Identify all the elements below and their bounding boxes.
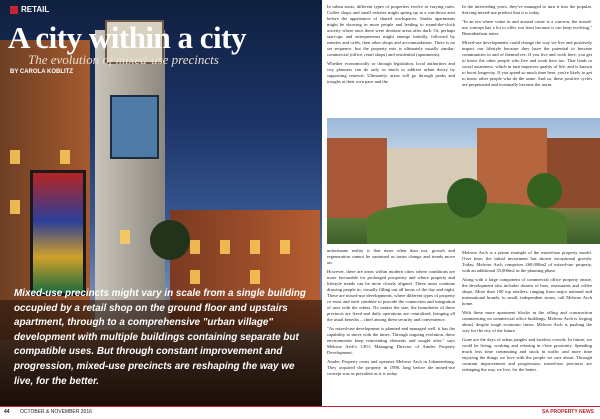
paragraph: "As mixed-use development is planned and managed well, it has the capability to move with the times. Through ongoing evolution, these environments keep reinventing elements and sought after," says Melrose Arch's CEO, Managing Director of Amdec Property Development. [327,326,455,355]
photo-window [120,230,130,244]
text-column-3 [327,248,455,380]
photo-tree [527,173,562,208]
text-column-4 [462,250,592,376]
page-number: 44 [4,409,10,415]
pull-quote: Mixed-use precincts might vary in scale from a single building occupied by a retail shop on the ground floor and upstairs apartment, through to a comprehensive "urban village" development with multiple buildings containing separate but compatible uses. But through constant improvement and progression, mixed-use precincts are reshaping the way we live, for the better. [14,288,306,387]
photo-window [190,270,200,284]
footer-rule [0,406,600,407]
paragraph: With these more apartment blocks in the offing and construction commencing on commercial office buildings, Melrose Arch is forging ahead, despite tough economic times. Melrose Arch is pushing the way for the city of the future. [462,310,592,333]
photo-building [327,138,387,218]
photo-window [10,150,20,164]
photo-window [250,240,260,254]
paragraph: Whether economically or through legislation, local authorities and city planners can do only so much to address urban decay by supporting renewal. Ultimately, areas will go through peaks and troughs at their own pace and the [327,61,455,84]
headline: A city within a city [8,20,246,55]
paragraph: "In an era where crime in and around crime is a concern, the mixed-use concept has a lot to offer, not least because it can keep evolving," Bezuidenhout notes. [462,19,592,36]
photo-window [60,150,70,164]
paragraph: In urban areas, different types of properties evolve at varying rates. Coffee shops and small eateries might spring up in a run-down area before the appearance of shared workspaces. Studio apartments might be showing in more people and leading to round-the-clock activity where once there were desolate areas after dark. Or, perhaps start-ups and entrepreneurs might emerge initially, followed by eateries and cafés, then other shops and accommodation. There is no set sequence, but the property mix is ultimately usually similar: commercial (office, retail shops) and residential (apartments). [327,4,455,57]
photo-window [10,200,20,214]
paragraph: Along with a large component of commercial office property onsite, the development also includes dozens of bars, restaurants and coffee shops. More than 100 top retailers, ranging from major national and international brands, to small, independent stores, call Melrose Arch home. [462,277,592,306]
paragraph: However, there are areas within modern cities where conditions are more favourable for prolonged prosperity and where property and lifestyle trends can be more closely aligned. These areas continue drawing people in, visually filling out all hours of the day and night. These are mixed-use developments, where different types of property co-exist and each combine to provide the connection and integration of uses with the others. No matter the size, the boundaries of these precincts are fixed and daily operations are centralised, bringing all the usual benefits – chief among them security and convenience. [327,269,455,322]
text-column-1 [327,4,455,88]
paragraph: Amdec Property owns and operates Melrose Arch in Johannesburg. They acquired the property in 1998, long before the mixed-use concept was as prevalent as it is today. [327,359,455,376]
paragraph: unfortunate reality is that more often than not, growth and regeneration cannot be sustained as tastes change and trends move on. [327,248,455,265]
photo-tree [150,220,190,260]
photo-window [220,240,230,254]
magazine-name: SA PROPERTY NEWS [542,409,594,415]
section-marker-icon [10,6,18,14]
photo-window [190,240,200,254]
byline: BY CAROLA KOBLITZ [10,69,73,75]
text-column-2 [462,4,592,91]
courtyard-photo [327,118,600,244]
section-label: RETAIL [21,5,50,14]
photo-tower [95,30,165,330]
paragraph: Gone are the days of urban jungles and faceless crowds. In future, we could be living, working and relaxing in close proximity. Spending much less time commuting and stuck in traffic and more time enjoying the things we love with the people we care about. Through constant improvement and progression, mixed-use precincts are reshaping the way we live, for the better. [462,337,592,372]
photo-mosaic-wall [30,170,86,296]
paragraph: Melrose Arch is a prime example of the mixed-use property model. Over time, the initial investment has shown exceptional growth. Today, Melrose Arch comprises 260,000m2 of mixed-use property, with an additional 35,000m2 in the planning phase. [462,250,592,273]
section-tag [10,5,49,14]
standfirst: The evolution of mixed-use precincts [28,52,219,67]
photo-window [280,240,290,254]
photo-tower-glass [110,95,159,159]
photo-tree [447,178,487,218]
photo-window [250,270,260,284]
paragraph: Mixed-use developments could change the way we live and positively impact our lifestyle because they have the potential to become communities in and of themselves. If you live and work here, you get to know the other people who live and work here too. That leads to social awareness, which in turn improves quality of life, and is known to boost longevity. If you spend so much time here, you're likely to get to know other people who do the same. And so, these positive cycles are perpetuated and eventually become the norm. [462,40,592,87]
issue-line: OCTOBER & NOVEMBER 2016 [20,409,92,415]
paragraph: In the interceding years, they've managed to turn it into the popular, thriving mixed-use product that it is today. [462,4,592,15]
